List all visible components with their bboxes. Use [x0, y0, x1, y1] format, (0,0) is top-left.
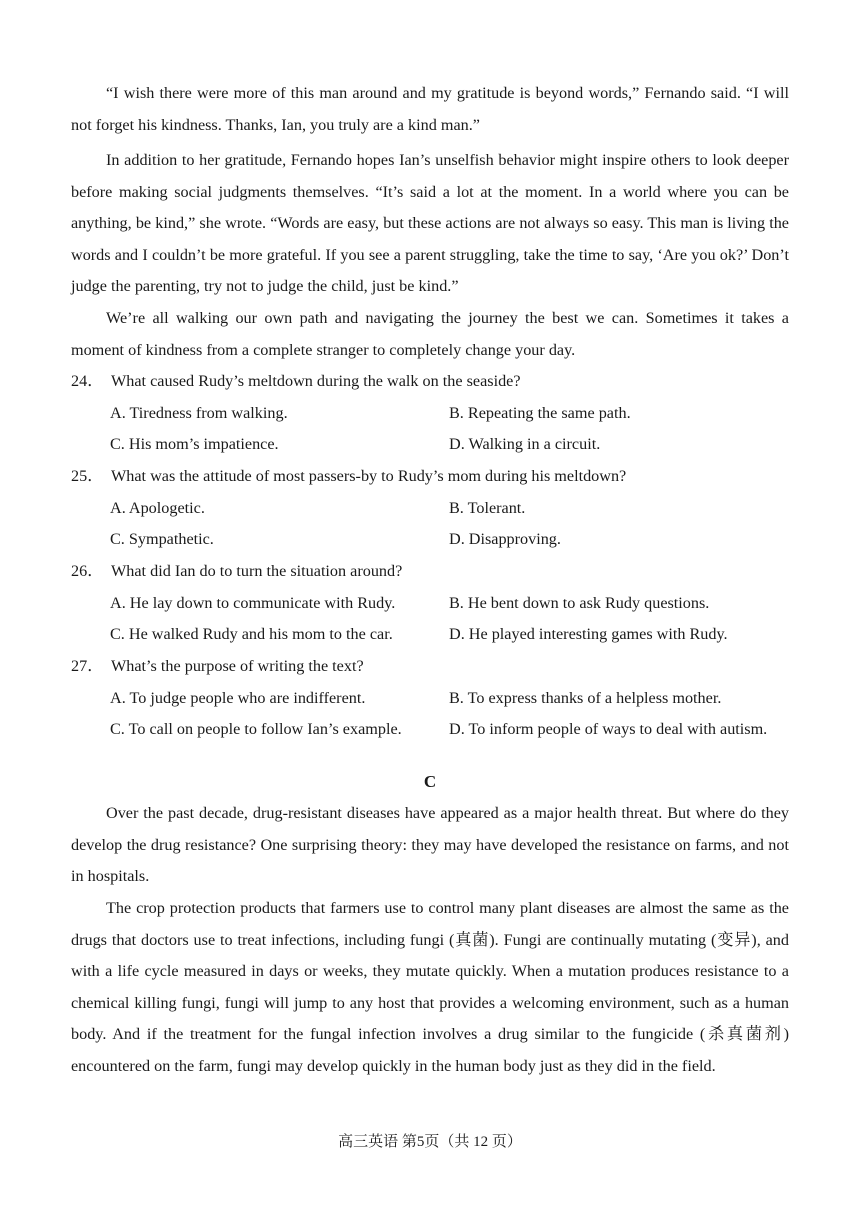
question-number: 27． [71, 657, 104, 675]
question-24 [71, 366, 789, 398]
option-b[interactable]: B. Repeating the same path. [449, 404, 631, 422]
option-a[interactable]: A. He lay down to communicate with Rudy. [110, 594, 396, 612]
section-c-paragraph-1: Over the past decade, drug-resistant diseases have appeared as a major health threat. But where do they develop the drug resistance? One surprising theory: they may have developed the resistance on farms, and not in hospitals. [71, 804, 789, 886]
question-number: 26． [71, 562, 104, 580]
option-c[interactable]: C. His mom’s impatience. [110, 435, 279, 453]
section-c-paragraph-2: The crop protection products that farmers use to control many plant diseases are almost the same as the drugs that doctors use to treat infections, including fungi (真菌). Fungi are continually mutating (变异), and with a life cycle measured in days or weeks, they mutate quickly. When a mutation produces resistance to a chemical killing fungi, fungi will jump to any host that provides a welcoming environment, such as a human body. And if the treatment for the fungal infection involves a drug similar to the fungicide (杀真菌剂) encountered on the farm, fungi may develop quickly in the human body just as they did in the field. [71, 899, 789, 1075]
option-a[interactable]: A. To judge people who are indifferent. [110, 689, 366, 707]
option-c[interactable]: C. To call on people to follow Ian’s example. [110, 720, 402, 738]
question-text: What caused Rudy’s meltdown during the walk on the seaside? [111, 372, 521, 390]
question-26 [71, 556, 789, 588]
option-d[interactable]: D. To inform people of ways to deal with autism. [449, 720, 768, 738]
page-footer: 高三英语 第5页（共 12 页） [338, 1134, 522, 1150]
option-b[interactable]: B. He bent down to ask Rudy questions. [449, 594, 710, 612]
question-number: 25． [71, 467, 104, 485]
option-a[interactable]: A. Apologetic. [110, 499, 205, 517]
question-text: What did Ian do to turn the situation around? [111, 562, 403, 580]
question-number: 24． [71, 372, 104, 390]
option-b[interactable]: B. To express thanks of a helpless mother. [449, 689, 722, 707]
passage-paragraph-2: In addition to her gratitude, Fernando hopes Ian’s unselfish behavior might inspire others to look deeper before making social judgments themselves. “It’s said a lot at the moment. In a world where you can be anything, be kind,” she wrote. “Words are easy, but these actions are not always so easy. This man is living the words and I couldn’t be more grateful. If you see a parent struggling, take the time to say, ‘Are you ok?’ Don’t judge the parenting, try not to judge the child, just be kind.” [71, 151, 789, 296]
question-text: What was the attitude of most passers-by to Rudy’s mom during his meltdown? [111, 467, 627, 485]
option-d[interactable]: D. Disapproving. [449, 530, 561, 548]
passage-paragraph-1: “I wish there were more of this man around and my gratitude is beyond words,” Fernando said. “I will not forget his kindness. Thanks, Ian, you truly are a kind man.” [71, 84, 789, 134]
question-27 [71, 651, 789, 683]
option-d[interactable]: D. He played interesting games with Rudy. [449, 625, 728, 643]
option-b[interactable]: B. Tolerant. [449, 499, 526, 517]
option-c[interactable]: C. Sympathetic. [110, 530, 214, 548]
section-heading: C [423, 772, 437, 791]
passage-paragraph-3: We’re all walking our own path and navigating the journey the best we can. Sometimes it takes a moment of kindness from a complete stranger to completely change your day. [71, 309, 789, 359]
option-c[interactable]: C. He walked Rudy and his mom to the car. [110, 625, 393, 643]
question-text: What’s the purpose of writing the text? [111, 657, 364, 675]
option-d[interactable]: D. Walking in a circuit. [449, 435, 601, 453]
option-a[interactable]: A. Tiredness from walking. [110, 404, 288, 422]
question-25 [71, 461, 789, 493]
